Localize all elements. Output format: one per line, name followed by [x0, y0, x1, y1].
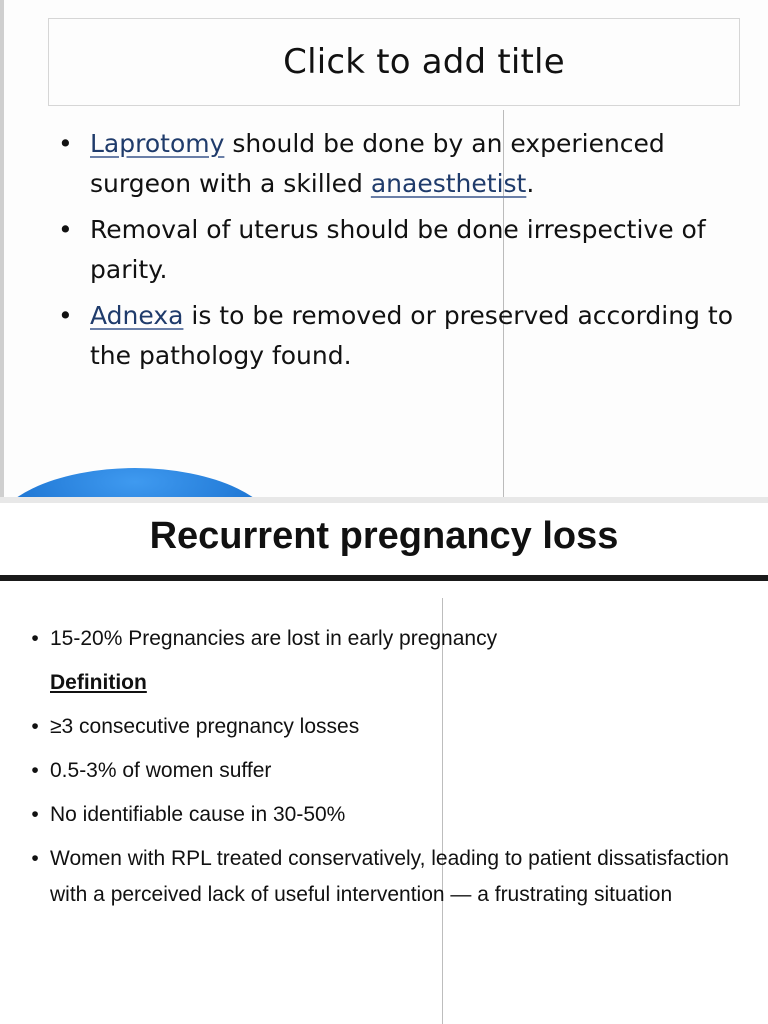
bullet-text — [90, 124, 738, 204]
bullet-dot-icon: • — [31, 847, 39, 870]
blue-decorative-shape — [0, 468, 280, 497]
top-bullet-item — [58, 296, 738, 376]
title-placeholder-text: Click to add title — [283, 42, 565, 82]
underlined-term: Laprotomy — [90, 129, 225, 158]
bottom-bullet-item — [20, 753, 740, 789]
top-bullet-item — [58, 210, 738, 290]
definition-heading-row — [20, 665, 740, 701]
bullet-text: Women with RPL treated conservatively, leading to patient dissatisfaction with a perceived lack of useful intervention — a frustrating situation — [50, 847, 729, 906]
bullet-text-segment: Removal of uterus should be done irrespective of parity. — [90, 215, 706, 284]
bullet-dot-icon: • — [58, 215, 73, 244]
bullet-text-segment: . — [526, 169, 535, 198]
title-rule — [0, 575, 768, 581]
underlined-term: anaesthetist — [370, 169, 527, 198]
slide-top — [0, 0, 768, 497]
bottom-bullet-item — [20, 797, 740, 833]
underlined-term: Adnexa — [90, 301, 184, 330]
bullet-dot-icon: • — [31, 803, 39, 826]
bullet-dot-icon: • — [31, 715, 39, 738]
bullet-dot-icon: • — [31, 627, 39, 650]
bullet-text-segment: is to be removed or preserved according to the pathology found. — [90, 301, 733, 370]
bottom-bullet-item — [20, 841, 740, 913]
bullet-text: 0.5-3% of women suffer — [50, 759, 272, 782]
bullet-dot-icon: • — [58, 301, 73, 330]
bullet-text: 15-20% Pregnancies are lost in early pregnancy — [50, 627, 498, 650]
bullet-text: No identifiable cause in 30-50% — [50, 803, 346, 826]
bottom-bullet-item — [20, 709, 740, 745]
bottom-bullet-list — [20, 621, 740, 913]
slide-bottom — [0, 503, 768, 1024]
slide-left-edge — [0, 0, 4, 497]
bullet-text — [90, 296, 738, 376]
title-placeholder-box[interactable] — [48, 18, 740, 106]
bullet-text: ≥3 consecutive pregnancy losses — [50, 715, 360, 738]
bullet-text — [90, 210, 738, 290]
definition-heading: Definition — [50, 671, 147, 694]
bullet-dot-icon: • — [58, 129, 73, 158]
top-bullet-list — [58, 124, 738, 376]
bullet-text-segment: should be done by an experienced surgeon with a skilled — [90, 129, 665, 198]
bullet-dot-icon: • — [31, 759, 39, 782]
bottom-bullet-item — [20, 621, 740, 657]
slide-title: Recurrent pregnancy loss — [149, 515, 619, 557]
top-bullet-item — [58, 124, 738, 204]
